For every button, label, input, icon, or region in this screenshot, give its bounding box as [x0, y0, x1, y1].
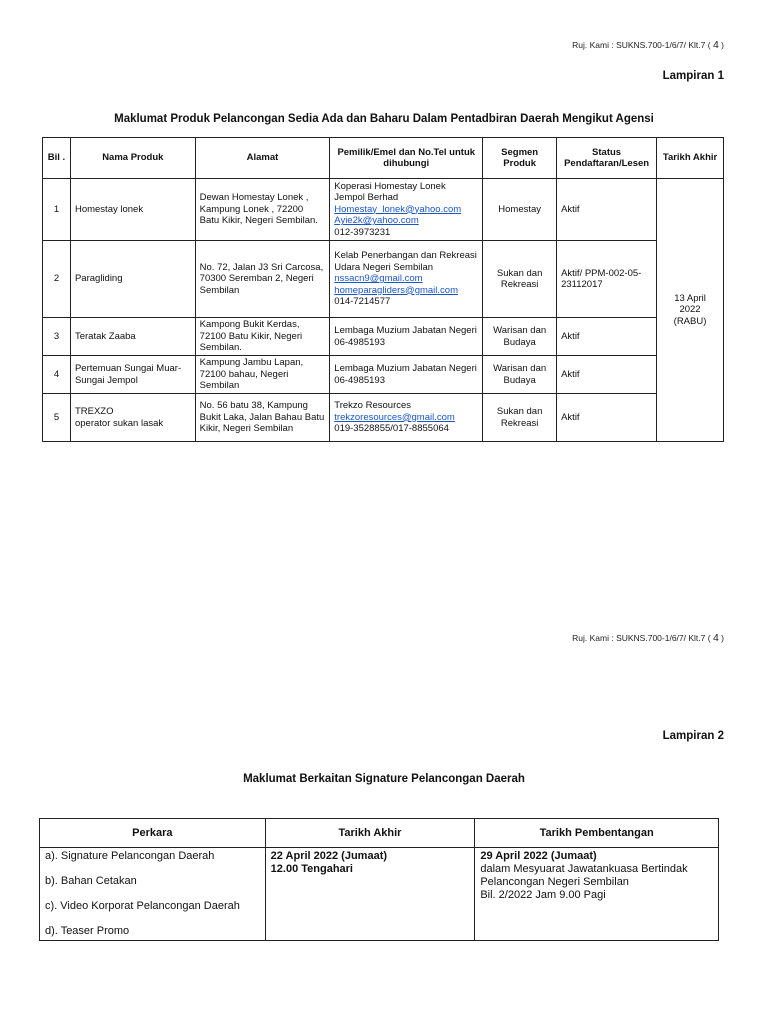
- product-table: [42, 137, 724, 442]
- cell-segmen: Homestay: [483, 179, 557, 241]
- lampiran-heading: Lampiran 1: [662, 70, 724, 82]
- tarikh-line: (RABU): [673, 315, 707, 327]
- cell-bil: 4: [43, 356, 71, 394]
- email-link[interactable]: Ayie2k@yahoo.com: [334, 215, 419, 227]
- cell-alamat: No. 56 batu 38, Kampung Bukit Laka, Jalan Bahau Batu Kikir, Negeri Sembilan: [195, 394, 330, 442]
- cell-nama-produk: [70, 394, 195, 442]
- header-tarikh-akhir: Tarikh Akhir: [265, 819, 475, 848]
- deadline-date: 22 April 2022 (Jumaat): [270, 850, 388, 862]
- header-tarikh-akhir: Tarikh Akhir: [657, 138, 724, 179]
- presentation-detail: dalam Mesyuarat Jawatankuasa Bertindak: [480, 863, 688, 875]
- cell-bil: 2: [43, 241, 71, 318]
- phone-number: 012-3973231: [334, 226, 391, 238]
- cell-pemilik: [330, 241, 483, 318]
- header-status: Status Pendaftaran/Lesen: [557, 138, 657, 179]
- owner-name: Koperasi Homestay Lonek Jempol Berhad: [334, 180, 446, 204]
- table-row: [43, 394, 724, 442]
- list-item: a). Signature Pelancongan Daerah: [45, 850, 215, 862]
- table-header-row: [43, 138, 724, 179]
- cell-status: Aktif: [557, 356, 657, 394]
- owner-name: Trekzo Resources: [334, 400, 412, 412]
- table-header-row: [40, 819, 719, 848]
- signature-table: [39, 818, 719, 941]
- reference-number: Ruj. Kami : SUKNS.700-1/6/7/ Klt.7 ( 4 ): [572, 632, 724, 644]
- header-perkara: Perkara: [40, 819, 266, 848]
- header-pemilik: Pemilik/Emel dan No.Tel untuk dihubungi: [330, 138, 483, 179]
- header-bil: Bil .: [43, 138, 71, 179]
- tarikh-line: 13 April: [674, 292, 706, 304]
- cell-pemilik: [330, 394, 483, 442]
- email-link[interactable]: trekzoresources@gmail.com: [334, 411, 455, 423]
- cell-perkara: [40, 848, 266, 941]
- cell-alamat: Kampung Jambu Lapan, 72100 bahau, Negeri Sembilan: [195, 356, 330, 394]
- cell-tarikh-akhir: [265, 848, 475, 941]
- table-row: [43, 318, 724, 356]
- cell-segmen: Sukan dan Rekreasi: [483, 394, 557, 442]
- cell-status: Aktif/ PPM-002-05-23112017: [557, 241, 657, 318]
- phone-number: 014-7214577: [334, 296, 391, 308]
- list-item: c). Video Korporat Pelancongan Daerah: [45, 900, 240, 912]
- cell-segmen: Warisan dan Budaya: [483, 318, 557, 356]
- cell-bil: 1: [43, 179, 71, 241]
- email-link[interactable]: nssacn9@gmail.com: [334, 273, 423, 285]
- cell-status: Aktif: [557, 179, 657, 241]
- phone-number: 06-4985193: [334, 336, 385, 348]
- phone-number: 019-3528855/017-8855064: [334, 423, 449, 435]
- reference-number: Ruj. Kami : SUKNS.700-1/6/7/ Klt.7 ( 4 ): [572, 39, 724, 51]
- email-link[interactable]: Homestay_lonek@yahoo.com: [334, 203, 462, 215]
- cell-pemilik: [330, 179, 483, 241]
- deadline-time: 12.00 Tengahari: [270, 863, 353, 875]
- header-tarikh-pembentangan: Tarikh Pembentangan: [475, 819, 719, 848]
- cell-nama-produk: Homestay lonek: [70, 179, 195, 241]
- table-row: [43, 179, 724, 241]
- presentation-detail: Pelancongan Negeri Sembilan: [480, 876, 629, 888]
- lampiran-heading: Lampiran 2: [662, 730, 724, 742]
- list-item: d). Teaser Promo: [45, 925, 130, 937]
- cell-status: Aktif: [557, 318, 657, 356]
- cell-segmen: Warisan dan Budaya: [483, 356, 557, 394]
- owner-name: Lembaga Muzium Jabatan Negeri: [334, 325, 477, 336]
- header-nama-produk: Nama Produk: [70, 138, 195, 179]
- table-title: Maklumat Berkaitan Signature Pelancongan Daerah: [243, 773, 525, 785]
- table-row: [43, 356, 724, 394]
- presentation-detail: Bil. 2/2022 Jam 9.00 Pagi: [480, 889, 606, 901]
- product-subtitle: operator sukan lasak: [74, 417, 164, 429]
- email-link[interactable]: homeparagliders@gmail.com: [334, 284, 458, 296]
- cell-status: Aktif: [557, 394, 657, 442]
- owner-name: Kelab Penerbangan dan Rekreasi Udara Negeri Sembilan: [334, 250, 477, 273]
- table-title: Maklumat Produk Pelancongan Sedia Ada dan Baharu Dalam Pentadbiran Daerah Mengikut Agensi: [114, 113, 654, 125]
- cell-pemilik: [330, 318, 483, 356]
- list-item: b). Bahan Cetakan: [45, 875, 137, 887]
- cell-nama-produk: Paragliding: [70, 241, 195, 318]
- header-alamat: Alamat: [195, 138, 330, 179]
- cell-tarikh-pembentangan: [475, 848, 719, 941]
- owner-name: Lembaga Muzium Jabatan Negeri: [334, 363, 477, 374]
- phone-number: 06-4985193: [334, 374, 385, 386]
- cell-bil: 3: [43, 318, 71, 356]
- cell-nama-produk: Teratak Zaaba: [70, 318, 195, 356]
- product-name: TREXZO: [74, 406, 114, 417]
- cell-alamat: No. 72, Jalan J3 Sri Carcosa, 70300 Seremban 2, Negeri Sembilan: [195, 241, 330, 318]
- table-row: [40, 848, 719, 941]
- tarikh-line: 2022: [679, 304, 701, 316]
- header-segmen: Segmen Produk: [483, 138, 557, 179]
- cell-pemilik: [330, 356, 483, 394]
- cell-segmen: Sukan dan Rekreasi: [483, 241, 557, 318]
- cell-alamat: Dewan Homestay Lonek , Kampung Lonek , 72200 Batu Kikir, Negeri Sembilan.: [195, 179, 330, 241]
- cell-alamat: Kampong Bukit Kerdas, 72100 Batu Kikir, Negeri Sembilan.: [195, 318, 330, 356]
- cell-tarikh-akhir: [657, 179, 724, 442]
- presentation-date: 29 April 2022 (Jumaat): [480, 850, 597, 862]
- table-row: [43, 241, 724, 318]
- cell-bil: 5: [43, 394, 71, 442]
- cell-nama-produk: Pertemuan Sungai Muar- Sungai Jempol: [70, 356, 195, 394]
